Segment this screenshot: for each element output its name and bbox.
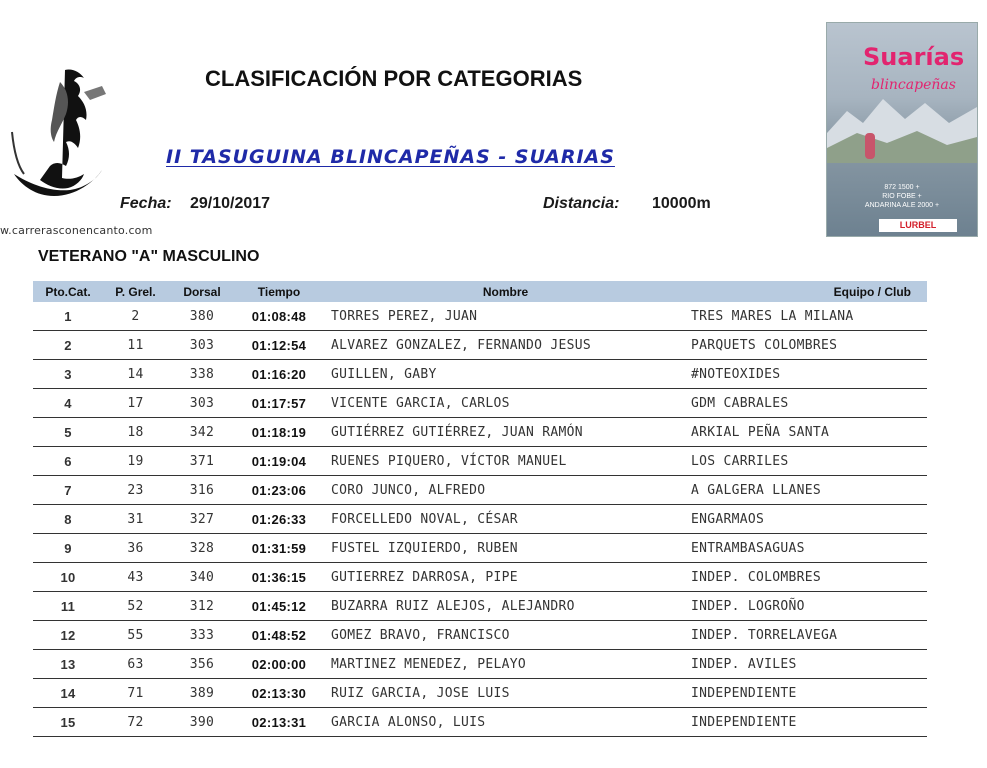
poster-info: 872 1500 + RIO FOBE + ANDARINA ALE 2000 + xyxy=(864,184,940,209)
table-row: 2 11 303 01:12:54 ALVAREZ GONZALEZ, FERNANDO JESUS PARQUETS COLOMBRES xyxy=(33,331,927,360)
results-table xyxy=(33,281,927,737)
col-nombre: Nombre xyxy=(322,281,689,302)
table-row: 15 72 390 02:13:31 GARCIA ALONSO, LUIS INDEPENDIENTE xyxy=(33,708,927,737)
site-url: w.carrerasconencanto.com xyxy=(0,224,153,237)
table-row: 14 71 389 02:13:30 RUIZ GARCIA, JOSE LUIS INDEPENDIENTE xyxy=(33,679,927,708)
table-row: 9 36 328 01:31:59 FUSTEL IZQUIERDO, RUBEN ENTRAMBASAGUAS xyxy=(33,534,927,563)
col-gral: P. Grel. xyxy=(103,281,168,302)
table-row: 4 17 303 01:17:57 VICENTE GARCIA, CARLOS GDM CABRALES xyxy=(33,389,927,418)
event-title: II TASUGUINA BLINCAPEÑAS - SUARIAS xyxy=(166,146,615,168)
event-poster xyxy=(826,22,978,237)
col-dorsal: Dorsal xyxy=(168,281,236,302)
table-row: 13 63 356 02:00:00 MARTINEZ MENEDEZ, PELAYO INDEP. AVILES xyxy=(33,650,927,679)
table-row: 3 14 338 01:16:20 GUILLEN, GABY #NOTEOXIDES xyxy=(33,360,927,389)
table-header-row xyxy=(33,281,927,302)
date-label: Fecha: xyxy=(120,195,172,212)
mountain-graphic xyxy=(827,93,977,163)
distance-value: 10000m xyxy=(652,195,711,212)
sponsor-logo: LURBEL xyxy=(879,219,957,232)
page-title: CLASIFICACIÓN POR CATEGORIAS xyxy=(205,66,583,91)
col-tiempo: Tiempo xyxy=(236,281,322,302)
table-row: 11 52 312 01:45:12 BUZARRA RUIZ ALEJOS, ALEJANDRO INDEP. LOGROÑO xyxy=(33,592,927,621)
col-pos: Pto.Cat. xyxy=(33,281,103,302)
table-row: 10 43 340 01:36:15 GUTIERREZ DARROSA, PIPE INDEP. COLOMBRES xyxy=(33,563,927,592)
poster-subbrand: blincapeñas xyxy=(871,77,956,93)
table-row: 6 19 371 01:19:04 RUENES PIQUERO, VÍCTOR MANUEL LOS CARRILES xyxy=(33,447,927,476)
distance-label: Distancia: xyxy=(543,195,620,212)
table-row: 5 18 342 01:18:19 GUTIÉRREZ GUTIÉRREZ, JUAN RAMÓN ARKIAL PEÑA SANTA xyxy=(33,418,927,447)
poster-brand: Suarías xyxy=(863,43,965,71)
runner-figure xyxy=(865,133,875,159)
table-row: 8 31 327 01:26:33 FORCELLEDO NOVAL, CÉSAR ENGARMAOS xyxy=(33,505,927,534)
table-row: 12 55 333 01:48:52 GOMEZ BRAVO, FRANCISCO INDEP. TORRELAVEGA xyxy=(33,621,927,650)
runner-logo xyxy=(10,62,110,212)
table-row: 1 2 380 01:08:48 TORRES PEREZ, JUAN TRES MARES LA MILANA xyxy=(33,302,927,331)
date-value: 29/10/2017 xyxy=(190,195,271,212)
table-row: 7 23 316 01:23:06 CORO JUNCO, ALFREDO A GALGERA LLANES xyxy=(33,476,927,505)
col-club: Equipo / Club xyxy=(689,281,927,302)
category-title: VETERANO "A" MASCULINO xyxy=(38,248,260,265)
